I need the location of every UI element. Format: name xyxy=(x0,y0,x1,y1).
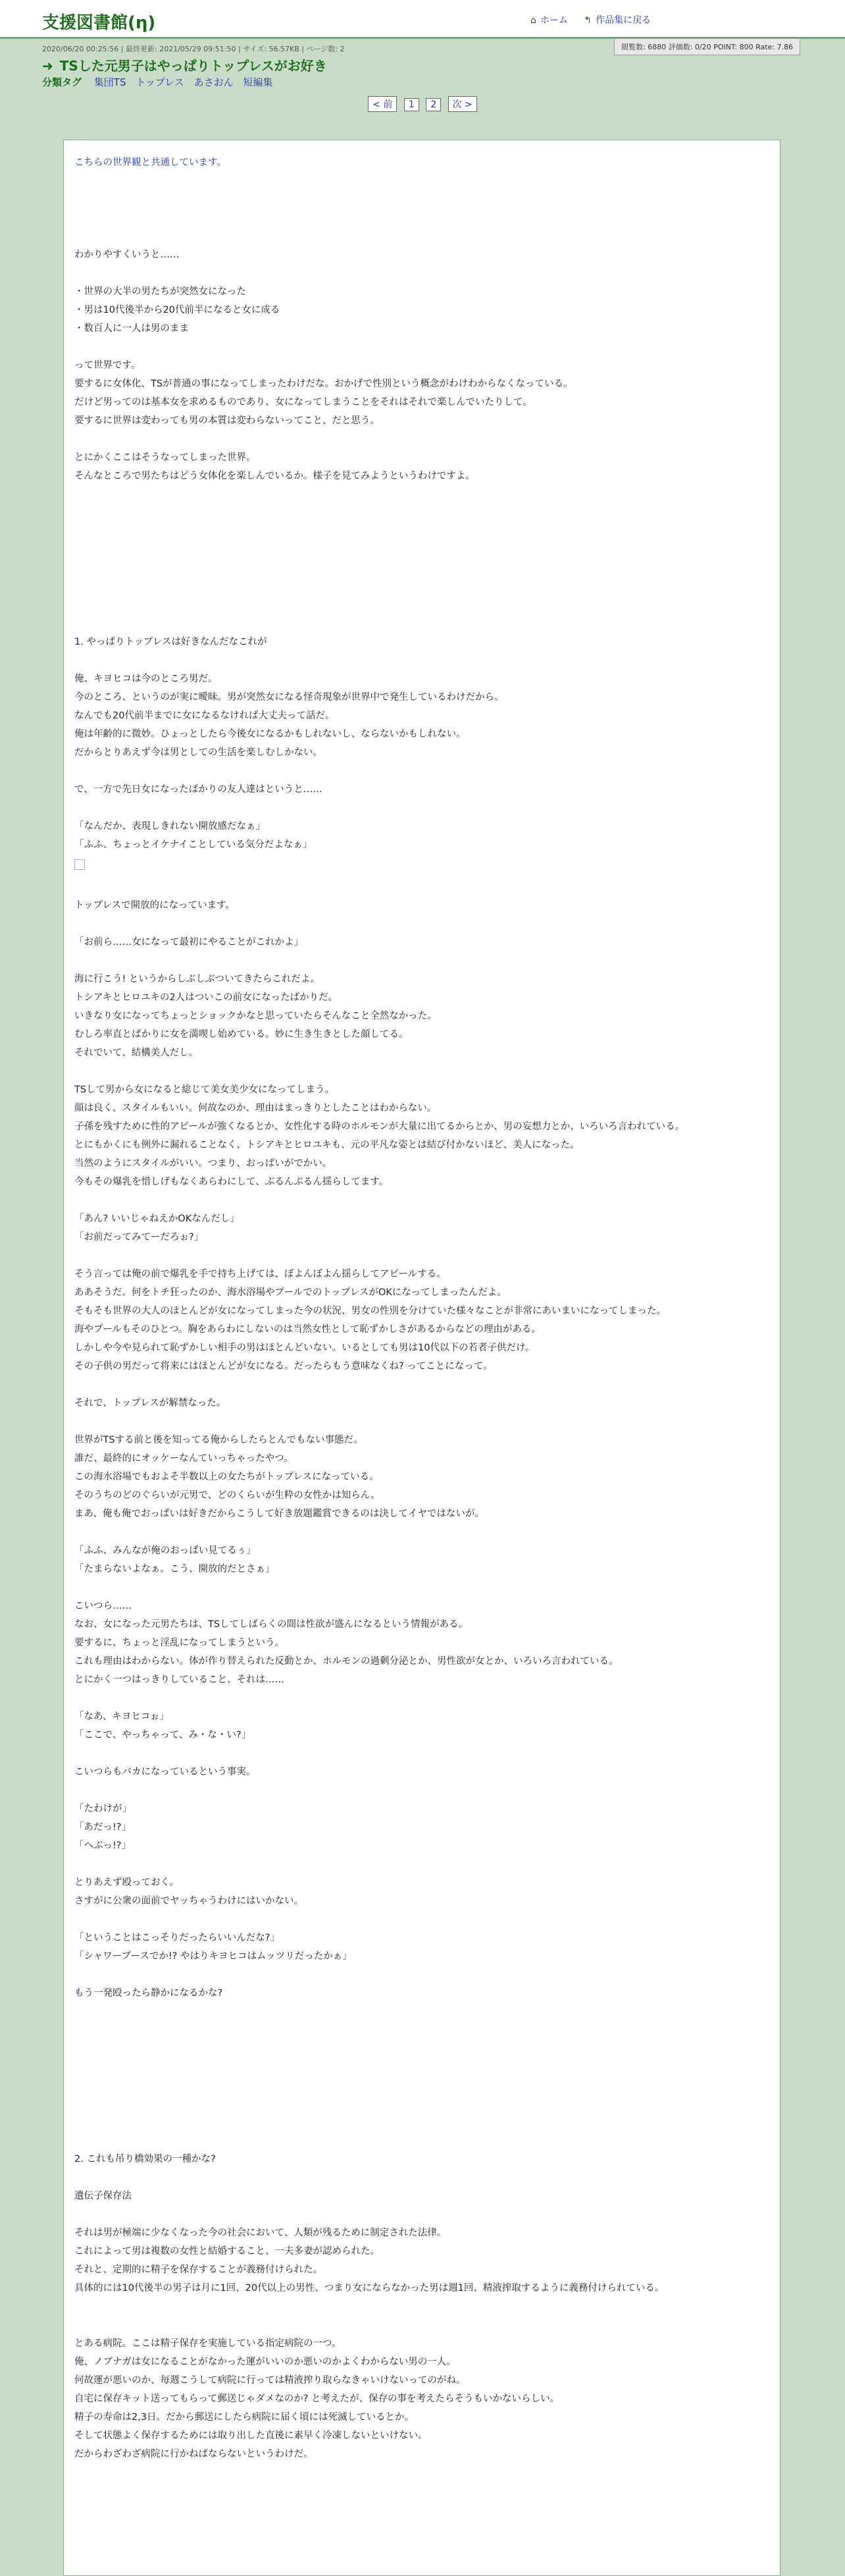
home-link[interactable]: ホーム xyxy=(540,15,568,26)
prev-page-button[interactable]: < 前 xyxy=(368,96,397,112)
story-paragraph: それは男が極端に少なくなった今の社会において、人類が残るために制定された法律。 これによって男は複数の女性と結婚すること、一夫多妻が認められた。 それと、定期的に精子を保存することが義務付けられた。 具体的には10代後半の男子は月に1回、20代以上の男性、つまり女にならなかった男は週1回、精液搾取するように義務付けられている。 xyxy=(74,2228,665,2294)
story-body xyxy=(63,140,781,2576)
section-title: 1. やっぱりトップレスは好きなんだなこれが xyxy=(74,637,267,647)
story-paragraph: こいつらもバカになっているという事実。 xyxy=(74,1767,256,1777)
story-paragraph: こいつら…… なお、女になった元男たちは、TSしてしばらくの間は性欲が盛んになるという情報がある。 要するに、ちょっと淫乱になってしまうという。 これも理由はわからない。体が作り替えられた反動とか、ホルモンの過剰分泌とか、男性欲が女とか、いろいろ言われている。 とにかく一つはっきりしていること、それは…… xyxy=(74,1601,619,1685)
story-paragraph: TSして男から女になると総じて美女美少女になってしまう。 顔は良く、スタイルもいい。何故なのか、理由はまっきりとしたことはわからない。 子孫を残すために性的アピールが強くなるとか、女性化する時のホルモンが大量に出てるからとか、男の妄想力とか、いろいろ言われている。 とにもかくにも例外に漏れることなく、トシアキとヒロユキも、元の平凡な姿とは結び付かないほど、美人になった。 当然のようにスタイルがいい。つまり、おっぱいがでかい。 今もその爆乳を惜しげもなくあらわにして、ぶるんぶるん揺らしてます。 xyxy=(74,1085,685,1187)
story-paragraph: 「たわけが」 「あだっ!?」 「へぶっ!?」 xyxy=(74,1804,132,1851)
view-stats: 閲覧数: 6880 評価数: 0/20 POINT: 800 Rate: 7.86 xyxy=(614,38,800,55)
story-paragraph: 海に行こう! というからしぶしぶついてきたらこれだよ。 トシアキとヒロユキの2人はついこの前女になったばかりだ。 いきなり女になってちょっとショックかなと思っていたらそんなこと全然なかった。 むしろ率直とばかりに女を満喫し始めている。妙に生き生きとした顔してる。 それでいて、結構美人だし。 xyxy=(74,974,437,1058)
page-link-1[interactable]: 1 xyxy=(404,98,419,111)
story-paragraph: 「あん? いいじゃねえかOKなんだし」 「お前だってみてーだろぉ?」 xyxy=(74,1214,240,1243)
story-paragraph: ・世界の大半の男たちが突然女になった ・男は10代後半から20代前半になると女に成る ・数百人に一人は男のまま xyxy=(74,286,280,334)
tag-link[interactable]: トップレス xyxy=(136,76,184,88)
pager xyxy=(0,96,845,112)
story-paragraph: 俺、キヨヒコは今のところ男だ。 今のところ、というのが実に曖昧。男が突然女になる怪奇現象が世界中で発生しているわけだから。 なんでも20代前半までに女になるなければ大丈夫って話だ。 俺は年齢的に微妙。ひょっとしたら今後女になるかもしれないし、ならないかもしれない。 だからとりあえず今は男としての生活を楽しむしかない。 xyxy=(74,674,504,758)
story-title: TSした元男子はやっぱりトップレスがお好き xyxy=(59,58,327,74)
site-header xyxy=(0,0,845,39)
story-paragraph: 「ふふ、みんなが俺のおっぱい見てるぅ」 「たまらないよなぁ。こう、開放的だとさぁ」 xyxy=(74,1545,275,1574)
story-paragraph: とりあえず殴っておく。 さすがに公衆の面前でヤッちゃうわけにはいかない。 xyxy=(74,1877,303,1906)
tag-link[interactable]: あさおん xyxy=(193,76,234,88)
site-title[interactable]: 支援図書館(η) xyxy=(42,13,156,33)
story-meta: 2020/06/20 00:25:56 | 最終更新: 2021/05/29 09:51:50 | サイズ: 56.57KB | ページ数: 2 xyxy=(42,45,345,53)
page-link-2[interactable]: 2 xyxy=(426,98,441,111)
story-paragraph: そう言っては俺の前で爆乳を手で持ち上げては、ぼよんぼよん揺らしてアピールする。 ああそうだ。何をトチ狂ったのか、海水浴場やプールでのトップレスがOKになってしまったんだよ。 そもそも世界の大人のほとんどが女になってしまった今の状況、男女の性別を分けていた様々なことが非常にあいまいになってしまった。 海やプールもそのひとつ。胸をあらわにしないのは当然女性として恥ずかしさがあるからなどの理由がある。 しかしや今や見られて恥ずかしい相手の男はほとんどいない。いるとしても男は10代以下の若者子供だけ。 その子供の男だって将来にはほとんどが女になる。だったらもう意味なくね? ってことになって。 xyxy=(74,1269,666,1372)
section-title: 2. これも吊り橋効果の一種かな? xyxy=(74,2154,216,2164)
story-paragraph: 「お前ら……女になって最初にやることがこれかよ」 xyxy=(74,937,303,948)
story-paragraph: とにかくここはそうなってしまった世界。 そんなところで男たちはどう女体化を楽しんでいるか。様子を見てみようというわけですよ。 xyxy=(74,452,475,481)
tags-label: 分類タグ xyxy=(42,76,82,88)
story-paragraph: 「ということはこっそりだったらいいんだな?」 「シャワーブースでか!? やはりキヨヒコはムッツリだったかぁ」 xyxy=(74,1933,352,1962)
tag-list xyxy=(42,75,279,89)
story-paragraph: もう一発殴ったら静かになるかな? xyxy=(74,1988,223,1999)
next-page-button[interactable]: 次 > xyxy=(448,96,477,112)
home-icon: ⌂ xyxy=(530,15,536,26)
story-paragraph: 「なあ、キヨヒコぉ」 「ここで、やっちゃって、み・な・い?」 xyxy=(74,1711,251,1740)
top-nav xyxy=(530,13,664,26)
story-paragraph: トップレスで開放的になっています。 xyxy=(74,900,235,911)
tag-link[interactable]: 短編集 xyxy=(243,76,273,88)
story-paragraph: 世界がTSする前と後を知ってる俺からしたらとんでもない事態だ。 誰だ、最終的にオッケーなんていっちゃったやつ。 この海水浴場でもおよそ半数以上の女たちがトップレスになっている。 そのうちのどのぐらいが元男で、どのくらいが生粋の女性かは知らん。 まあ、俺も俺でおっぱいは好きだからこうして好き放題鑑賞できるのは決してイヤではないが。 xyxy=(74,1435,484,1519)
story-paragraph: で、一方で先日女になったばかりの友人達はというと…… xyxy=(74,784,322,795)
story-paragraph: それで、トップレスが解禁なった。 xyxy=(74,1398,226,1409)
broken-image-icon xyxy=(74,859,85,870)
back-to-works-link[interactable]: 作品集に戻る xyxy=(596,15,652,26)
worldview-notice[interactable]: こちらの世界観と共通しています。 xyxy=(74,157,226,168)
story-title-row xyxy=(42,55,327,74)
tag-link[interactable]: 集団TS xyxy=(93,76,126,88)
arrow-icon: ➜ xyxy=(42,58,53,74)
return-icon: ↰ xyxy=(584,15,592,26)
story-paragraph: とある病院。ここは精子保存を実施している指定病院の一つ。 俺、ノブナガは女になることがなかった運がいいのか悪いのかよくわからない男の一人。 何故運が悪いのか、毎週こうして病院に行っては精液搾り取らなきゃいけないってのがね。 自宅に保存キット送ってもらって郵送じゃダメなのか? と考えたが、保存の事を考えたらそうもいかないらしい。 精子の寿命は2,3日。だから郵送にしたら病院に届く頃には死滅しているとか。 そして状態よく保存するためには取り出した直後に素早く冷凍しないといけない。 だからわざわざ病院に行かねばならないというわけだ。 xyxy=(74,2338,560,2459)
story-paragraph: 遺伝子保存法 xyxy=(74,2191,132,2201)
story-paragraph: って世界です。 要するに女体化、TSが普通の事になってしまったわけだな。おかげで性別という概念がわけわからなくなっている。 だけど男ってのは基本女を求めるものであり、女になってしまうことをそれはそれで楽しんでいたりして。 要するに世界は変わっても男の本質は変わらないってこと、だと思う。 xyxy=(74,360,573,426)
story-paragraph: わかりやすくいうと…… xyxy=(74,250,180,260)
story-paragraph: 「なんだか、表現しきれない開放感だなぁ」 「ふふ、ちょっとイケナイことしている気分だよなぁ」 xyxy=(74,821,313,850)
